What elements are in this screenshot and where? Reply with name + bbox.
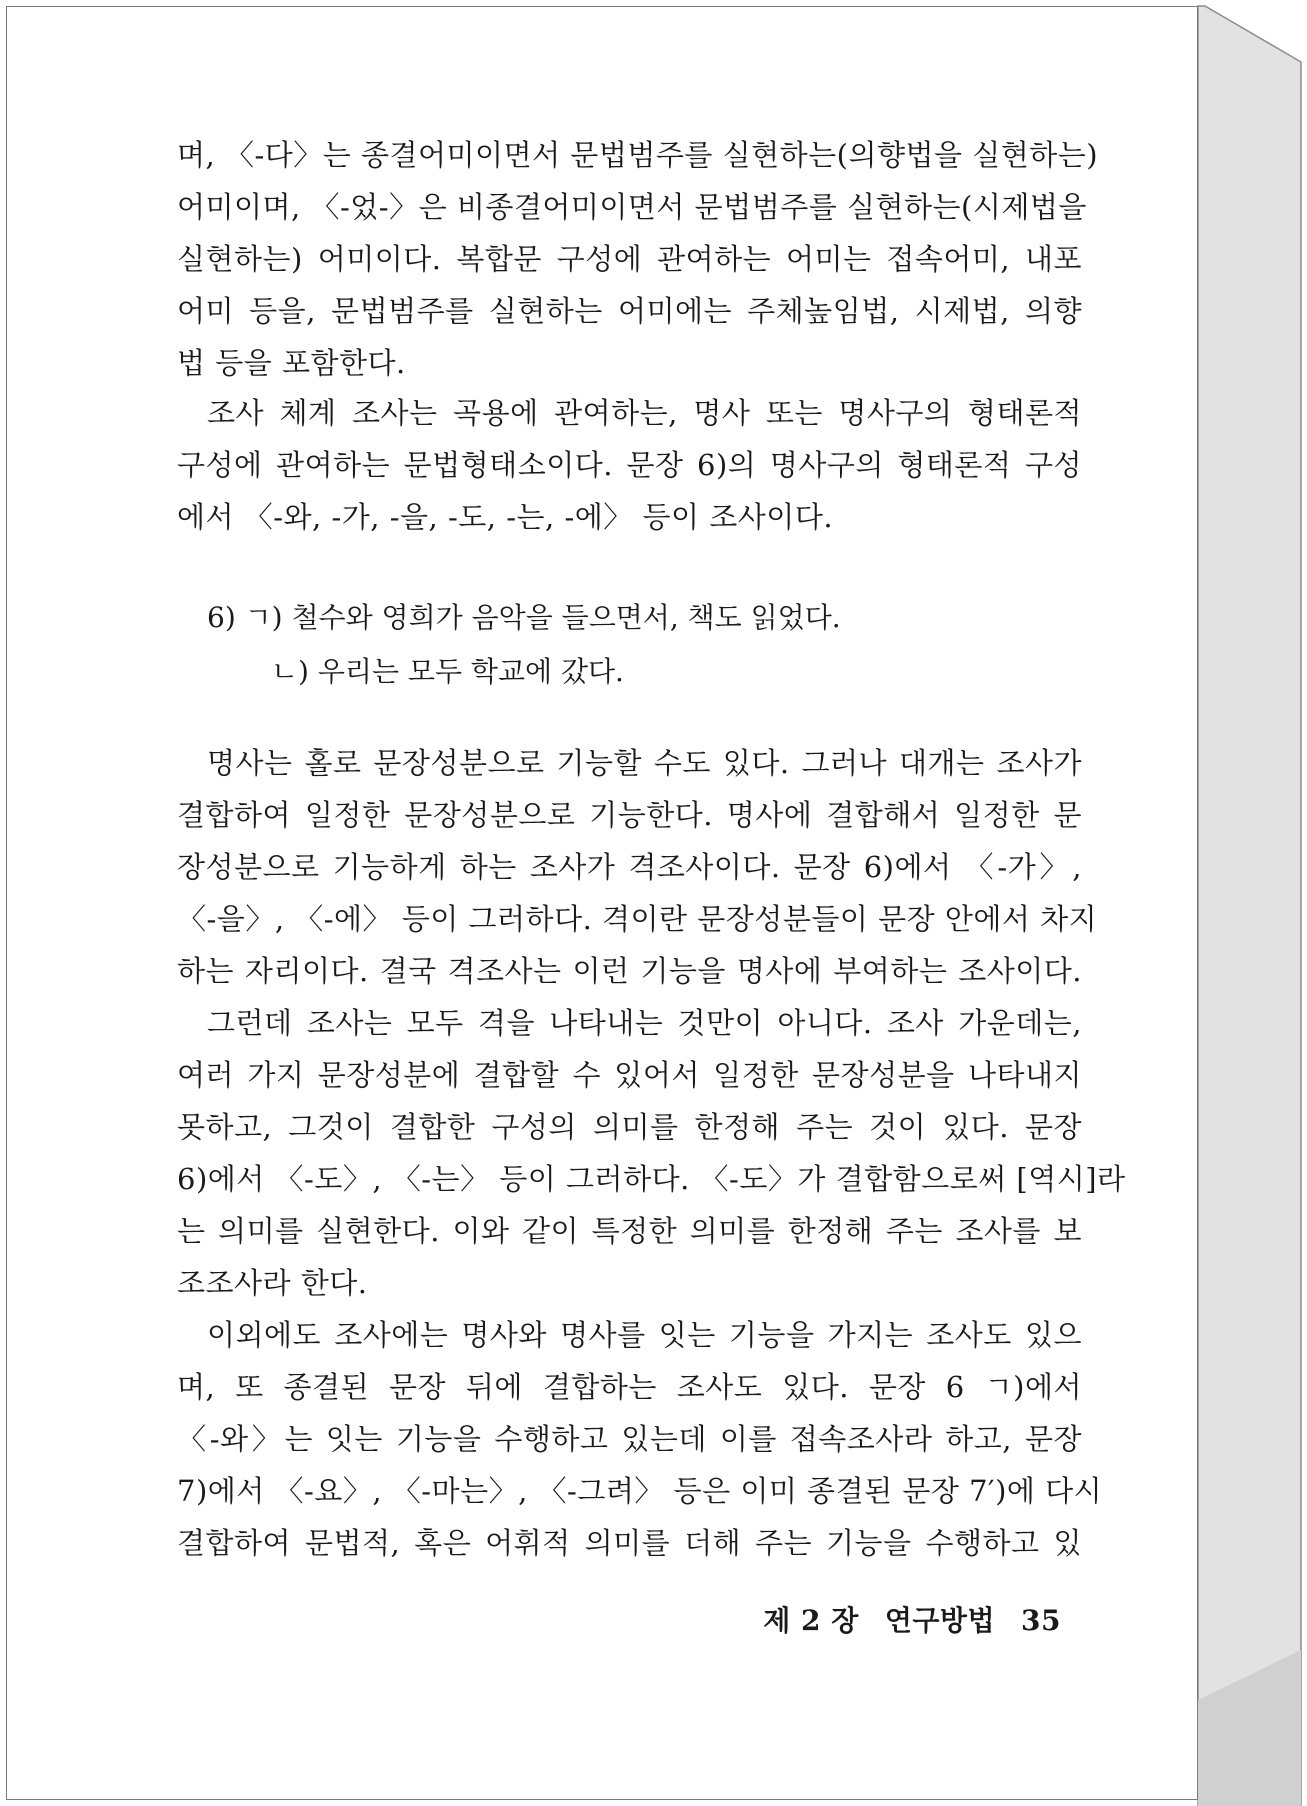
text-line: 못하고, 그것이 결합한 구성의 의미를 한정해 주는 것이 있다. 문장 <box>177 1110 1082 1144</box>
text-line: 이외에도 조사에는 명사와 명사를 잇는 기능을 가지는 조사도 있으 <box>207 1318 1082 1352</box>
text-line: 7)에서 〈-요〉, 〈-마는〉, 〈-그려〉 등은 이미 종결된 문장 7′)에 다시 <box>177 1474 1103 1508</box>
text-line: 며, 〈-다〉는 종결어미이면서 문법범주를 실현하는(의향법을 실현하는) <box>177 138 1099 172</box>
text-line: 6)에서 〈-도〉, 〈-는〉 등이 그러하다. 〈-도〉가 결합함으로써 [역시]라 <box>177 1162 1126 1196</box>
text-line: 〈-을〉, 〈-에〉 등이 그러하다. 격이란 문장성분들이 문장 안에서 차지 <box>177 902 1098 936</box>
text-line: 조사 체계 조사는 곡용에 관여하는, 명사 또는 명사구의 형태론적 <box>207 396 1082 430</box>
paragraph-case-particles <box>177 737 1126 1569</box>
example-6b-text: ㄴ) 우리는 모두 학교에 갔다. <box>271 655 624 688</box>
text-line: 〈-와〉는 잇는 기능을 수행하고 있는데 이를 접속조사라 하고, 문장 <box>177 1422 1082 1456</box>
text-line: 명사는 홀로 문장성분으로 기능할 수도 있다. 그러나 대개는 조사가 <box>207 746 1082 780</box>
text-line: 에서 〈-와, -가, -을, -도, -는, -에〉 등이 조사이다. <box>177 500 834 534</box>
page-number: 35 <box>1021 1604 1061 1637</box>
page-stack-side <box>1198 6 1301 1806</box>
text-line: 그런데 조사는 모두 격을 나타내는 것만이 아니다. 조사 가운데는, <box>207 1006 1082 1040</box>
chapter-title: 연구방법 <box>884 1604 996 1637</box>
chapter-label: 제 2 장 <box>763 1604 859 1637</box>
text-line: 며, 또 종결된 문장 뒤에 결합하는 조사도 있다. 문장 6 ㄱ)에서 <box>177 1370 1082 1404</box>
book-page <box>6 6 1198 1800</box>
text-line: 결합하여 일정한 문장성분으로 기능한다. 명사에 결합해서 일정한 문 <box>177 798 1082 832</box>
text-line: 하는 자리이다. 결국 격조사는 이런 기능을 명사에 부여하는 조사이다. <box>177 954 1082 988</box>
text-line: 어미이며, 〈-었-〉은 비종결어미이면서 문법범주를 실현하는(시제법을 <box>177 190 1087 224</box>
text-line: 여러 가지 문장성분에 결합할 수 있어서 일정한 문장성분을 나타내지 <box>177 1058 1082 1092</box>
page-footer <box>763 1599 1061 1639</box>
text-line: 구성에 관여하는 문법형태소이다. 문장 6)의 명사구의 형태론적 구성 <box>177 448 1082 482</box>
text-line: 어미 등을, 문법범주를 실현하는 어미에는 주체높임법, 시제법, 의향 <box>177 294 1082 328</box>
text-line: 실현하는) 어미이다. 복합문 구성에 관여하는 어미는 접속어미, 내포 <box>177 242 1082 276</box>
example-6b <box>207 645 841 699</box>
paragraph-ending-morphology <box>177 129 1099 389</box>
text-line: 조조사라 한다. <box>177 1266 368 1300</box>
example-sentences <box>207 591 841 699</box>
text-line: 는 의미를 실현한다. 이와 같이 특정한 의미를 한정해 주는 조사를 보 <box>177 1214 1082 1248</box>
text-line: 장성분으로 기능하게 하는 조사가 격조사이다. 문장 6)에서 〈-가〉, <box>177 850 1082 884</box>
text-line: 결합하여 문법적, 혹은 어휘적 의미를 더해 주는 기능을 수행하고 있 <box>177 1526 1082 1560</box>
example-6a: 6) ㄱ) 철수와 영희가 음악을 들으면서, 책도 읽었다. <box>207 601 841 634</box>
text-line: 법 등을 포함한다. <box>177 346 406 380</box>
paragraph-particle-system <box>177 387 1082 543</box>
